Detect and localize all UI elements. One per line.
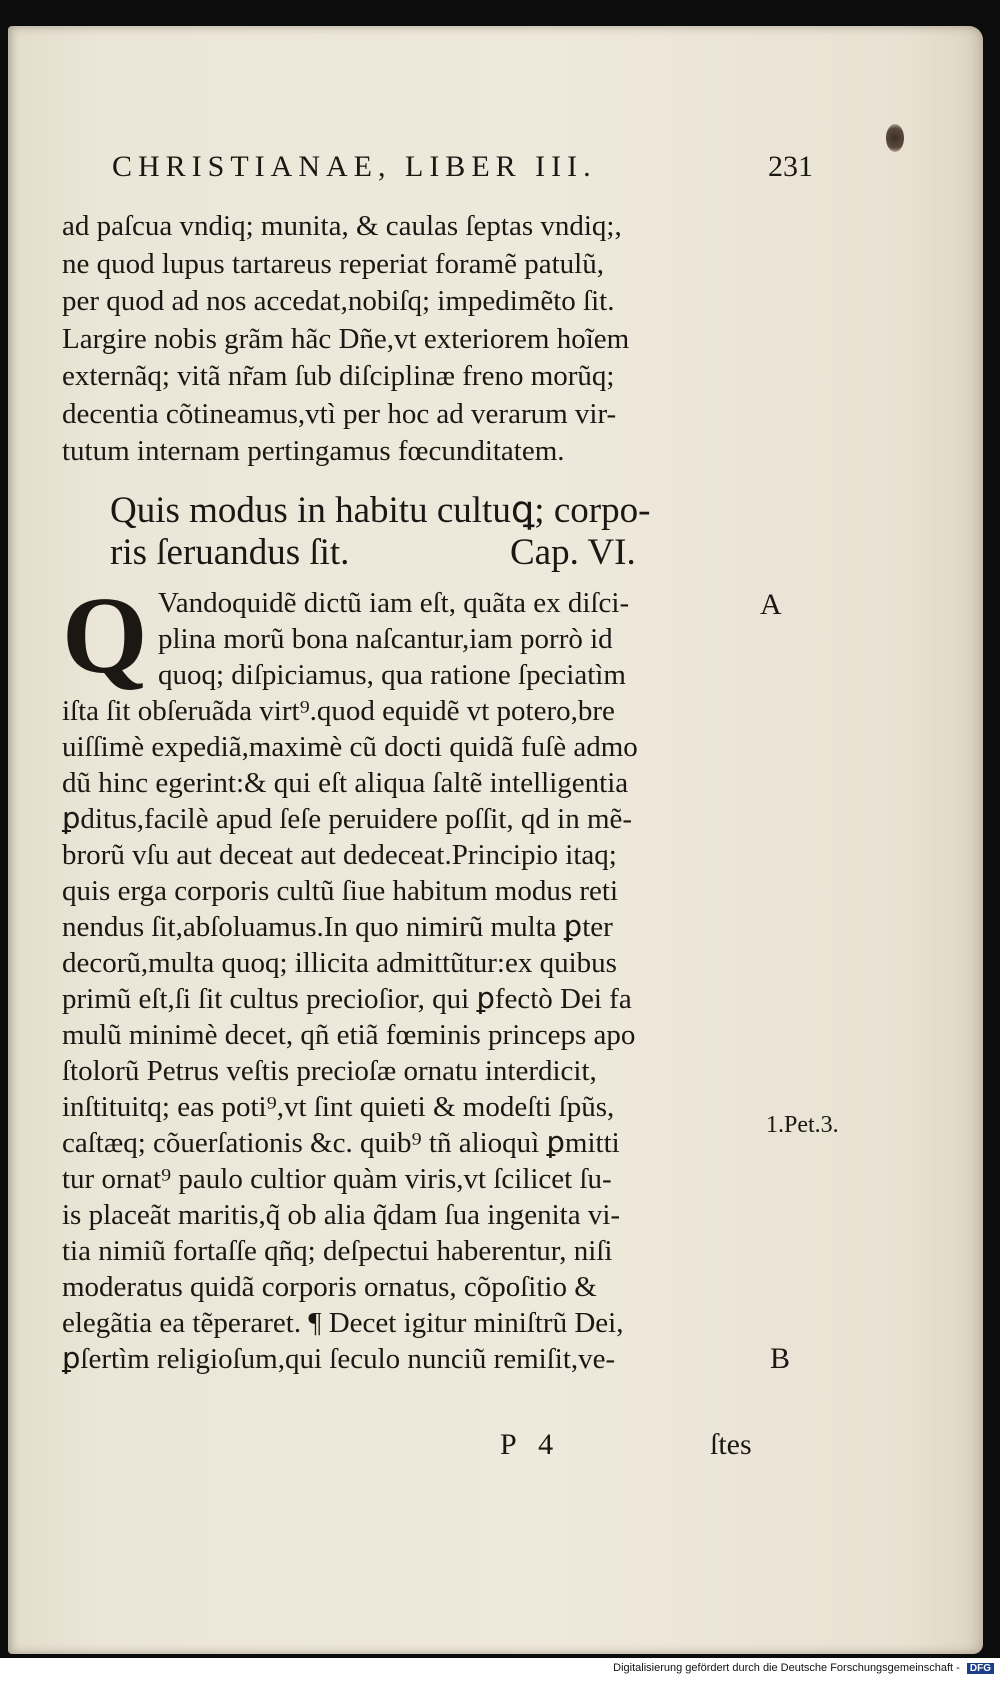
running-title: CHRISTIANAE, LIBER III. bbox=[112, 150, 597, 183]
text-line: caſtæq; cõuerſationis &c. quib⁹ tñ alioquì ꝑmitti bbox=[62, 1127, 620, 1159]
text-line: Vandoquidẽ dictũ iam eſt, quãta ex diſci- bbox=[158, 587, 630, 619]
heading-line-2: ris ſeruandus ſit. bbox=[110, 532, 350, 573]
opening-paragraph bbox=[62, 208, 762, 471]
text-line: inſtituitq; eas poti⁹,vt ſint quieti & modeſti ſpũs, bbox=[62, 1091, 615, 1123]
text-line: quis erga corporis cultũ ſiue habitum modus reti bbox=[62, 875, 618, 907]
text-line: primũ eſt,ſi ſit cultus precioſior, qui ꝑfectò Dei fa bbox=[62, 983, 632, 1015]
text-line: per quod ad nos accedat,nobiſq; impedimẽto ſit. bbox=[62, 285, 615, 317]
heading-line-1: Quis modus in habitu cultuꝗ; corpo- bbox=[110, 490, 651, 531]
text-line: is placeãt maritis,q̃ ob alia q̃dam ſua ingenita vi- bbox=[62, 1199, 621, 1231]
text-line: elegãtia ea tẽperaret. ¶ Decet igitur miniſtrũ Dei, bbox=[62, 1307, 624, 1339]
text-line: ſtolorũ Petrus veſtis precioſæ ornatu interdicit, bbox=[62, 1055, 597, 1087]
dfg-logo: DFG bbox=[967, 1663, 994, 1674]
margin-note-b: B bbox=[770, 1342, 791, 1375]
text-line: dũ hinc egerint:& qui eſt aliqua ſaltẽ intelligentia bbox=[62, 767, 629, 799]
text-line: externãq; vitã nr̃am ſub diſciplinæ freno morũq; bbox=[62, 360, 615, 392]
running-header bbox=[112, 150, 812, 194]
chapter-heading bbox=[110, 490, 730, 574]
signature-mark: P 4 bbox=[500, 1428, 554, 1461]
text-line: plina morũ bona naſcantur,iam porrò id bbox=[158, 623, 613, 655]
text-line: decentia cõtineamus,vtì per hoc ad verarum vir- bbox=[62, 397, 617, 430]
catchword: ſtes bbox=[710, 1428, 752, 1461]
margin-note-a: A bbox=[760, 588, 782, 621]
credit-text: Digitalisierung gefördert durch die Deutsche Forschungsgemeinschaft - bbox=[613, 1662, 960, 1674]
text-line: Largire nobis grãm hãc Dñe,vt exteriorem hoĩem bbox=[62, 322, 630, 355]
text-line: tur ornat⁹ paulo cultior quàm viris,vt ſcilicet ſu- bbox=[62, 1163, 612, 1195]
text-line: ne quod lupus tartareus reperiat foramẽ patulũ, bbox=[62, 247, 604, 280]
text-line: ad paſcua vndiq; munita, & caulas ſeptas vndiq;, bbox=[62, 210, 622, 242]
chapter-label: Cap. VI. bbox=[510, 532, 636, 573]
text-line: iſta ſit obſeruãda virt⁹.quod equidẽ vt potero,bre bbox=[62, 695, 615, 727]
ink-stain bbox=[886, 124, 904, 152]
text-line: uiſſimè expediã,maximè cũ docti quidã fuſè admo bbox=[62, 731, 638, 763]
text-line: nendus ſit,abſoluamus.In quo nimirũ multa ꝑter bbox=[62, 911, 613, 943]
text-line: moderatus quidã corporis ornatus, cõpoſitio & bbox=[62, 1271, 597, 1303]
text-line: tia nimiũ fortaſſe qñq; deſpectui haberentur, niſi bbox=[62, 1235, 613, 1267]
text-line: ꝑditus,facilè apud ſeſe peruidere poſſit, qd in mẽ- bbox=[62, 803, 633, 835]
drop-cap: Q bbox=[62, 574, 148, 696]
text-line: decorũ,multa quoq; illicita admittũtur:ex quibus bbox=[62, 947, 617, 979]
text-line: tutum internam pertingamus fœcunditatem. bbox=[62, 435, 565, 467]
text-line: quoq; diſpiciamus, qua ratione ſpeciatìm bbox=[158, 659, 626, 691]
text-line: ꝑſertìm religioſum,qui ſeculo nunciũ remiſit,ve- bbox=[62, 1343, 616, 1375]
text-line: mulũ minimè decet, qñ etiã fœminis princeps apo bbox=[62, 1019, 636, 1051]
text-line: brorũ vſu aut deceat aut dedeceat.Principio itaq; bbox=[62, 839, 617, 871]
page-number: 231 bbox=[768, 150, 813, 183]
margin-note-reference: 1.Pet.3. bbox=[766, 1112, 839, 1138]
digitization-credit bbox=[613, 1662, 994, 1674]
